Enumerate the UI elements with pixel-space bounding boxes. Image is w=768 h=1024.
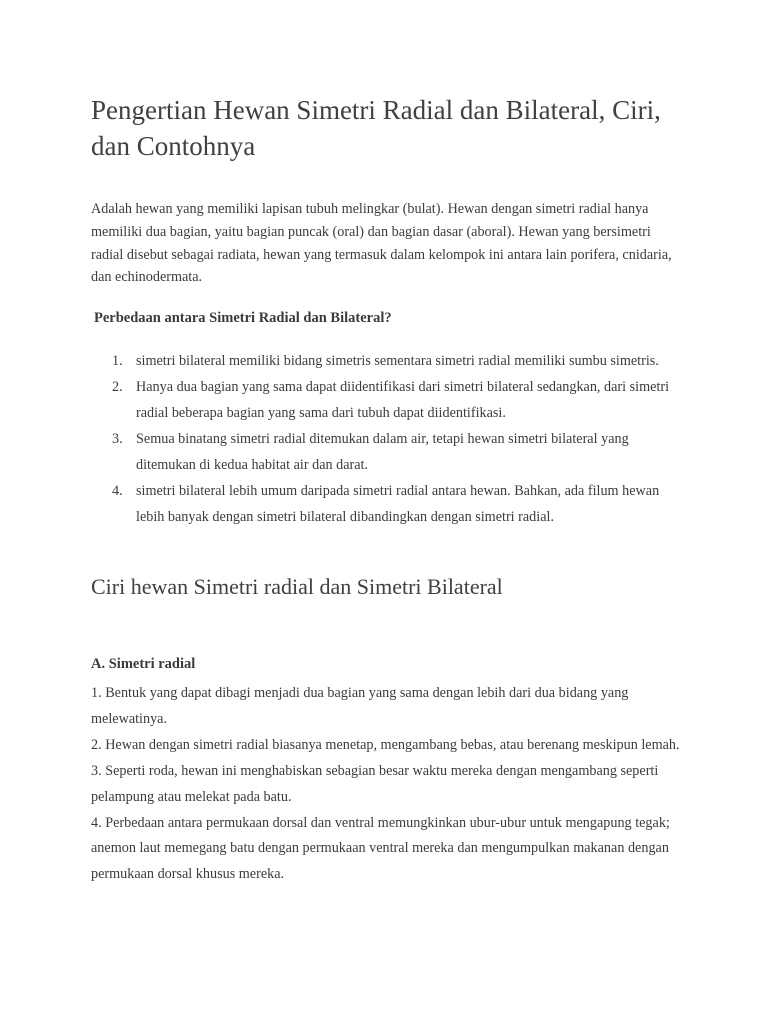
list-item: 4. simetri bilateral lebih umum daripada simetri radial antara hewan. Bahkan, ada filum hewan lebih banyak dengan simetri bilateral dibandingkan dengan simetri radial. [112, 483, 660, 526]
list-item: 3. Semua binatang simetri radial ditemukan dalam air, tetapi hewan simetri bilateral yang ditemukan di kedua habitat air dan darat. [112, 431, 629, 474]
list-item: 1. Bentuk yang dapat dibagi menjadi dua bagian yang sama dengan lebih dari dua bidang yang melewatinya. [91, 685, 629, 727]
list-item: 2. Hanya dua bagian yang sama dapat diidentifikasi dari simetri bilateral sedangkan, dari simetri radial beberapa bagian yang sama dari tubuh dapat diidentifikasi. [112, 379, 670, 422]
radial-list [91, 681, 681, 888]
intro-paragraph: Adalah hewan yang memiliki lapisan tubuh melingkar (bulat). Hewan dengan simetri radial hanya memiliki dua bagian, yaitu bagian puncak (oral) dan bagian dasar (aboral). Hewan yang bersimetri radial disebut sebagai radiata, hewan yang termasuk dalam kelompok ini antara lain porifera, cnidaria, dan echinodermata. [91, 201, 672, 286]
difference-heading: Perbedaan antara Simetri Radial dan Bilateral? [94, 310, 392, 326]
page-title: Pengertian Hewan Simetri Radial dan Bilateral, Ciri, dan Contohnya [91, 95, 661, 161]
list-item: 2. Hewan dengan simetri radial biasanya menetap, mengambang bebas, atau berenang meskipun lemah. [91, 736, 680, 753]
list-item: 4. Perbedaan antara permukaan dorsal dan ventral memungkinkan ubur-ubur untuk mengapung tegak; anemon laut memegang batu dengan permukaan ventral mereka dan mengumpulkan makanan dengan permukaan dorsal khusus mereka. [91, 814, 670, 883]
difference-list [106, 349, 686, 532]
characteristics-heading: Ciri hewan Simetri radial dan Simetri Bilateral [91, 574, 503, 599]
list-item: 1. simetri bilateral memiliki bidang simetris sementara simetri radial memiliki sumbu simetris. [112, 353, 659, 369]
list-item: 3. Seperti roda, hewan ini menghabiskan sebagian besar waktu mereka dengan mengambang seperti pelampung atau melekat pada batu. [91, 762, 659, 805]
radial-heading: A. Simetri radial [91, 656, 196, 672]
